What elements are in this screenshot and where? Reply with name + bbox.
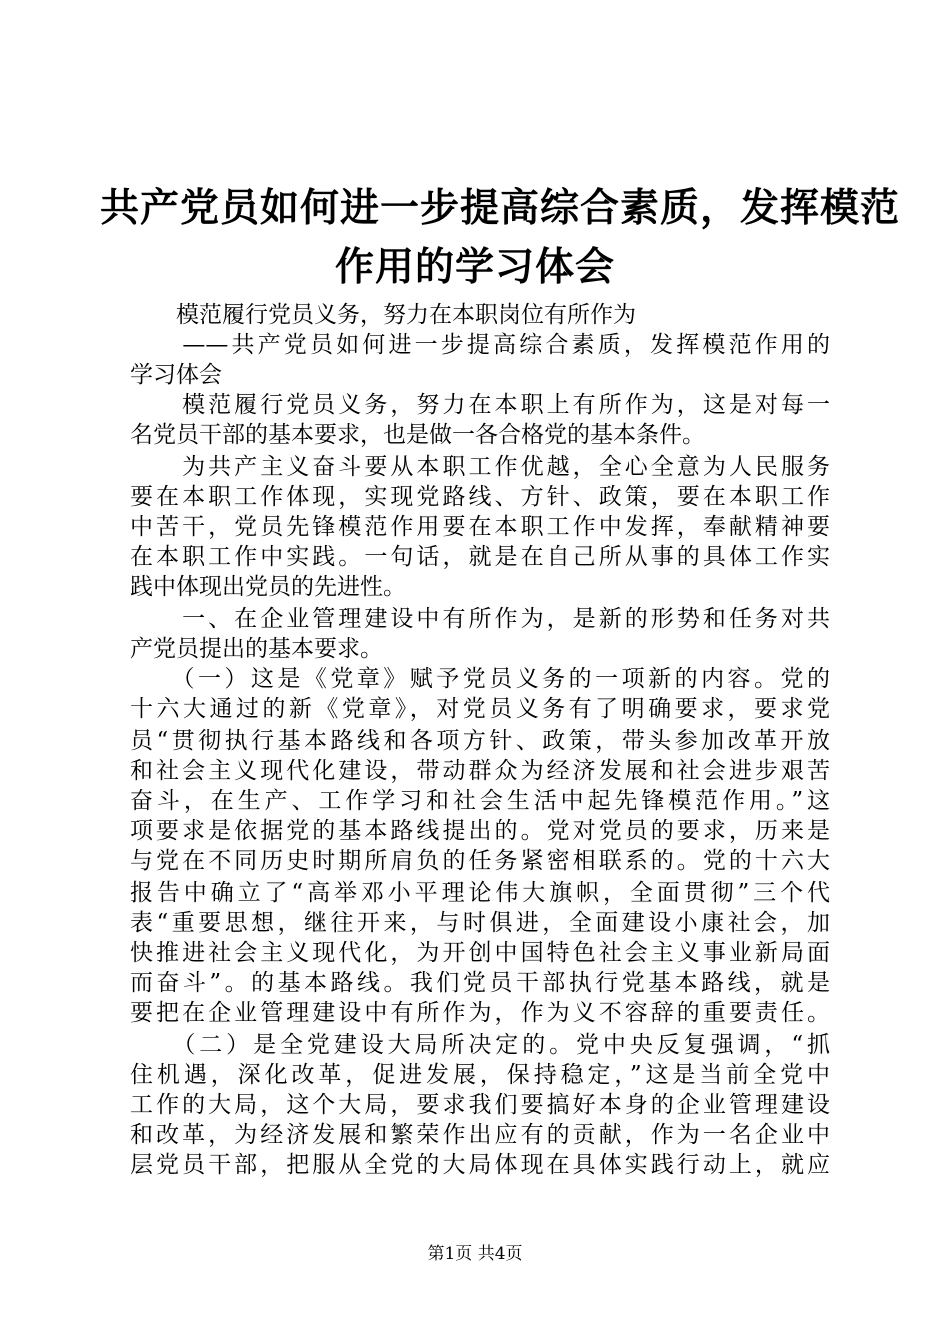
body-line: 为共产主义奋斗要从本职工作优越，全心全意为人民服务	[130, 454, 830, 480]
page-footer: 第1页 共4页	[427, 1244, 523, 1264]
body-line: 十六大通过的新《党章》，对党员义务有了明确要求，要求党	[130, 696, 830, 722]
body-line: 奋斗，在生产、工作学习和社会生活中起先锋模范作用。”这	[130, 788, 830, 814]
body-line: 住机遇，深化改革，促进发展，保持稳定，”这是当前全党中	[130, 1062, 830, 1088]
body-line: 学习体会	[130, 362, 222, 388]
body-line: 中苦干，党员先锋模范作用要在本职工作中发挥，奉献精神要	[130, 514, 830, 540]
body-line: 层党员干部，把服从全党的大局体现在具体实践行动上，就应	[130, 1152, 830, 1178]
body-line: 表“重要思想，继往开来，与时俱进，全面建设小康社会，加	[130, 910, 830, 936]
body-line: 员“贯彻执行基本路线和各项方针、政策，带头参加改革开放	[130, 728, 830, 754]
body-line: 要在本职工作体现，实现党路线、方针、政策，要在本职工作	[130, 484, 830, 510]
body-line: （一）这是《党章》赋予党员义务的一项新的内容。党的	[130, 666, 830, 692]
body-line: 工作的大局，这个大局，要求我们要搞好本身的企业管理建设	[130, 1092, 830, 1118]
body-line: 快推进社会主义现代化，为开创中国特色社会主义事业新局面	[130, 940, 830, 966]
document-title-line-2: 作用的学习体会	[334, 244, 615, 290]
body-line: 而奋斗”。的基本路线。我们党员干部执行党基本路线，就是	[130, 970, 830, 996]
body-line: （二）是全党建设大局所决定的。党中央反复强调，“抓	[130, 1032, 830, 1058]
body-line: 一、在企业管理建设中有所作为，是新的形势和任务对共	[130, 606, 830, 632]
body-line: 要把在企业管理建设中有所作为，作为义不容辞的重要责任。	[130, 1000, 830, 1026]
document-title-line-1: 共产党员如何进一步提高综合素质，发挥模范	[100, 185, 901, 231]
body-line: 与党在不同历史时期所肩负的任务紧密相联系的。党的十六大	[130, 848, 830, 874]
body-line: 项要求是依据党的基本路线提出的。党对党员的要求，历来是	[130, 818, 830, 844]
body-line: 报告中确立了“高举邓小平理论伟大旗帜，全面贯彻”三个代	[130, 880, 830, 906]
body-line: ——共产党员如何进一步提高综合素质，发挥模范作用的	[130, 332, 830, 358]
body-line: 模范履行党员义务，努力在本职上有所作为，这是对每一	[130, 392, 830, 418]
body-line: 和社会主义现代化建设，带动群众为经济发展和社会进步艰苦	[130, 758, 830, 784]
body-line: 和改革，为经济发展和繁荣作出应有的贡献，作为一名企业中	[130, 1122, 830, 1148]
body-line: 模范履行党员义务，努力在本职岗位有所作为	[130, 302, 636, 328]
body-line: 产党员提出的基本要求。	[130, 636, 383, 662]
body-line: 名党员干部的基本要求，也是做一各合格党的基本条件。	[130, 422, 705, 448]
body-line: 践中体现出党员的先进性。	[130, 574, 406, 600]
body-line: 在本职工作中实践。一句话，就是在自己所从事的具体工作实	[130, 544, 830, 570]
